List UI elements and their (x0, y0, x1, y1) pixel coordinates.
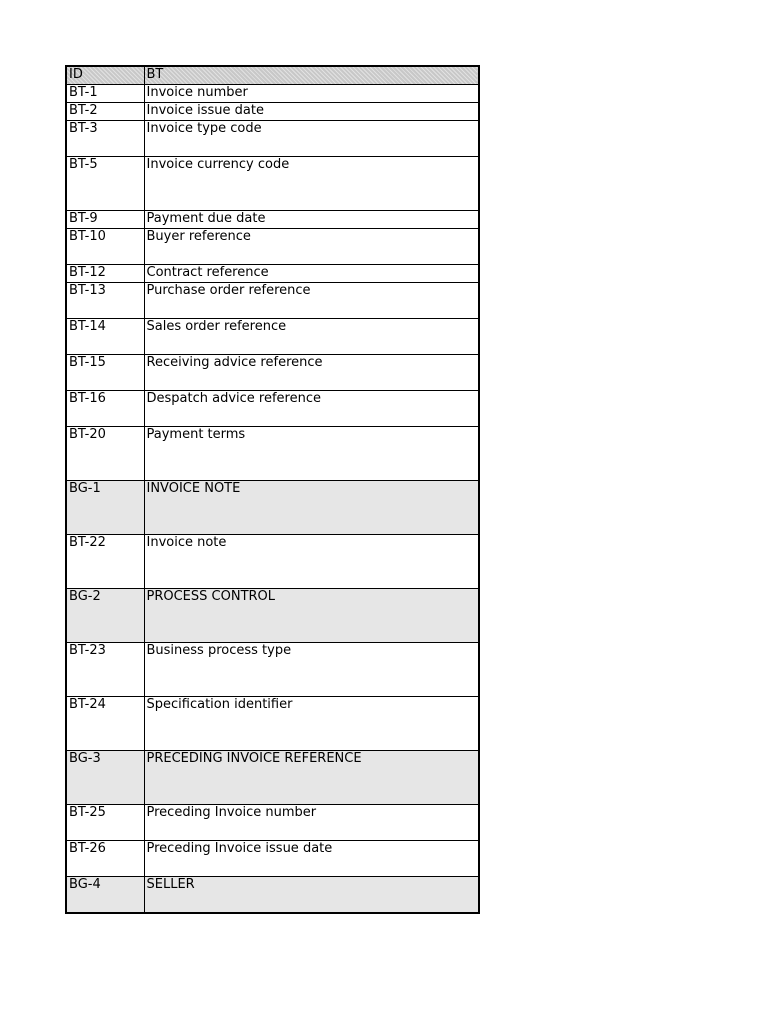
cell-bt-label[interactable]: Invoice type code (144, 121, 479, 157)
cell-id[interactable]: BT-25 (66, 805, 144, 841)
cell-id[interactable]: BT-12 (66, 265, 144, 283)
table-row (66, 841, 479, 877)
table-row (66, 121, 479, 157)
cell-id[interactable]: BG-4 (66, 877, 144, 914)
cell-bt-label[interactable]: Despatch advice reference (144, 391, 479, 427)
cell-id[interactable]: BT-15 (66, 355, 144, 391)
cell-bt-label[interactable]: Sales order reference (144, 319, 479, 355)
group-row (66, 481, 479, 535)
cell-id[interactable]: BT-10 (66, 229, 144, 265)
table-row (66, 103, 479, 121)
cell-id[interactable]: BT-3 (66, 121, 144, 157)
cell-id[interactable]: BT-5 (66, 157, 144, 211)
cell-bt-label[interactable]: Invoice currency code (144, 157, 479, 211)
cell-bt-label[interactable]: Receiving advice reference (144, 355, 479, 391)
cell-id[interactable]: BG-3 (66, 751, 144, 805)
cell-id[interactable]: BG-1 (66, 481, 144, 535)
cell-id[interactable]: BT-22 (66, 535, 144, 589)
table-row (66, 697, 479, 751)
cell-bt-label[interactable]: Preceding Invoice number (144, 805, 479, 841)
table-row (66, 427, 479, 481)
spreadsheet-sheet (65, 65, 478, 914)
cell-group-label[interactable]: PROCESS CONTROL (144, 589, 479, 643)
group-row (66, 589, 479, 643)
cell-id[interactable]: BT-23 (66, 643, 144, 697)
cell-bt-label[interactable]: Contract reference (144, 265, 479, 283)
cell-id[interactable]: BT-2 (66, 103, 144, 121)
cell-bt-label[interactable]: Invoice issue date (144, 103, 479, 121)
table-row (66, 805, 479, 841)
cell-group-label[interactable]: PRECEDING INVOICE REFERENCE (144, 751, 479, 805)
cell-id[interactable]: BT-14 (66, 319, 144, 355)
table-row (66, 283, 479, 319)
cell-bt-label[interactable]: Payment due date (144, 211, 479, 229)
cell-id[interactable]: BT-24 (66, 697, 144, 751)
cell-bt-label[interactable]: Buyer reference (144, 229, 479, 265)
cell-bt-label[interactable]: Specification identifier (144, 697, 479, 751)
group-row (66, 877, 479, 914)
cell-bt-label[interactable]: Business process type (144, 643, 479, 697)
cell-bt-label[interactable]: Purchase order reference (144, 283, 479, 319)
table-row (66, 355, 479, 391)
column-header-bt[interactable]: BT (144, 66, 479, 85)
cell-group-label[interactable]: SELLER (144, 877, 479, 914)
cell-id[interactable]: BT-16 (66, 391, 144, 427)
table-row (66, 265, 479, 283)
table-row (66, 229, 479, 265)
cell-bt-label[interactable]: Invoice number (144, 85, 479, 103)
column-header-id[interactable]: ID (66, 66, 144, 85)
table-row (66, 211, 479, 229)
table-row (66, 535, 479, 589)
table-row (66, 643, 479, 697)
cell-bt-label[interactable]: Invoice note (144, 535, 479, 589)
table-row (66, 157, 479, 211)
business-terms-table (65, 65, 480, 914)
table-row (66, 85, 479, 103)
cell-id[interactable]: BT-20 (66, 427, 144, 481)
table-row (66, 391, 479, 427)
table-row (66, 319, 479, 355)
cell-group-label[interactable]: INVOICE NOTE (144, 481, 479, 535)
header-row (66, 66, 479, 85)
cell-id[interactable]: BT-1 (66, 85, 144, 103)
cell-id[interactable]: BG-2 (66, 589, 144, 643)
cell-bt-label[interactable]: Preceding Invoice issue date (144, 841, 479, 877)
cell-id[interactable]: BT-13 (66, 283, 144, 319)
cell-id[interactable]: BT-9 (66, 211, 144, 229)
cell-id[interactable]: BT-26 (66, 841, 144, 877)
cell-bt-label[interactable]: Payment terms (144, 427, 479, 481)
group-row (66, 751, 479, 805)
